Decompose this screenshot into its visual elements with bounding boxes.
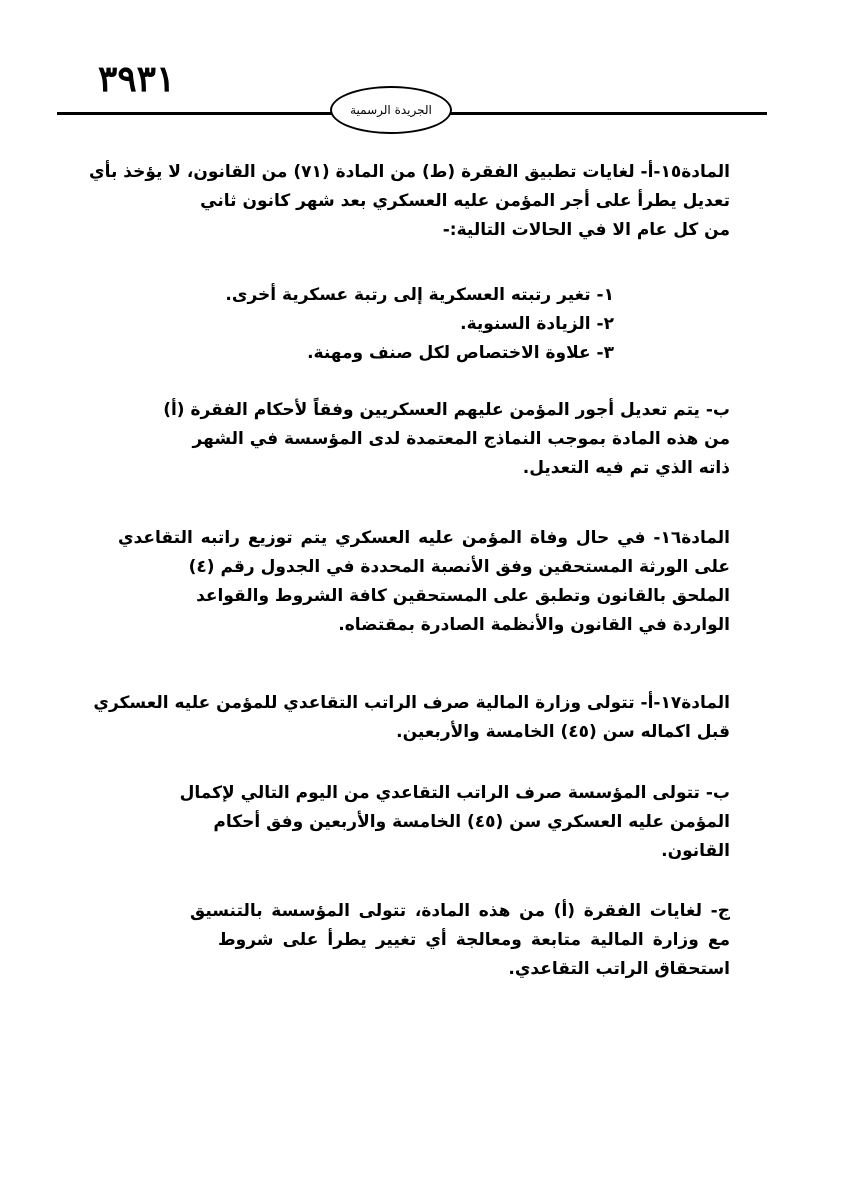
article-15-b-continuation: [192, 425, 730, 483]
article-16-line: المادة١٦- في حال وفاة المؤمن عليه العسكري يتم توزيع راتبه التقاعدي: [118, 528, 730, 548]
article-17-c-continuation: [218, 926, 730, 984]
article-15-b-line: ذاته الذي تم فيه التعديل.: [522, 458, 730, 478]
article-17-c: [190, 897, 730, 926]
article-16: [118, 524, 730, 553]
article-17-b-continuation: [213, 808, 730, 866]
article-17-c-line: ج- لغايات الفقرة (أ) من هذه المادة، تتولى المؤسسة بالتنسيق: [190, 901, 730, 921]
article-15-b-line: من هذه المادة بموجب النماذج المعتمدة لدى المؤسسة في الشهر: [192, 429, 730, 449]
article-17-c-line: استحقاق الراتب التقاعدي.: [508, 959, 730, 979]
article-15-a: [88, 158, 730, 187]
article-17-a-line: قبل اكماله سن (٤٥) الخامسة والأربعين.: [396, 722, 730, 742]
article-17-a-line: المادة١٧-أ- تتولى وزارة المالية صرف الراتب التقاعدي للمؤمن عليه العسكري: [93, 693, 730, 713]
article-16-line: على الورثة المستحقين وفق الأنصبة المحددة في الجدول رقم (٤): [188, 557, 730, 577]
article-17-a-continuation: [218, 718, 730, 747]
list-item: ١- تغير رتبته العسكرية إلى رتبة عسكرية أخرى.: [225, 285, 614, 305]
gazette-title: الجريدة الرسمية: [350, 103, 432, 117]
article-17-b-line: ب- تتولى المؤسسة صرف الراتب التقاعدي من اليوم التالي لإكمال: [179, 783, 730, 803]
article-15-a-continuation: [200, 187, 730, 245]
article-16-line: الواردة في القانون والأنظمة الصادرة بمقتضاه.: [338, 615, 730, 635]
article-16-continuation: [188, 553, 730, 640]
article-15-b-line: ب- يتم تعديل أجور المؤمن عليهم العسكريين وفقاً لأحكام الفقرة (أ): [163, 400, 730, 420]
article-15-a-line: تعديل يطرأ على أجر المؤمن عليه العسكري بعد شهر كانون ثاني: [200, 191, 730, 211]
page-number: ٣٩٣١: [98, 58, 176, 100]
article-17-b: [179, 779, 730, 808]
article-15-a-line: المادة١٥-أ- لغايات تطبيق الفقرة (ط) من المادة (٧١) من القانون، لا يؤخذ بأي: [88, 162, 730, 182]
article-16-line: الملحق بالقانون وتطبق على المستحقين كافة الشروط والقواعد: [196, 586, 730, 606]
list-item: ٣- علاوة الاختصاص لكل صنف ومهنة.: [307, 343, 614, 363]
article-17-b-line: القانون.: [661, 841, 730, 861]
article-15-a-line: من كل عام الا في الحالات التالية:-: [442, 220, 730, 240]
article-17-b-line: المؤمن عليه العسكري سن (٤٥) الخامسة والأربعين وفق أحكام: [213, 812, 730, 832]
article-17-c-line: مع وزارة المالية متابعة ومعالجة أي تغيير يطرأ على شروط: [218, 930, 730, 950]
article-15-items: [194, 281, 614, 368]
article-17-a: [93, 689, 730, 718]
article-15-b: [163, 396, 730, 425]
gazette-title-oval: [330, 86, 452, 134]
list-item: ٢- الزيادة السنوية.: [460, 314, 614, 334]
